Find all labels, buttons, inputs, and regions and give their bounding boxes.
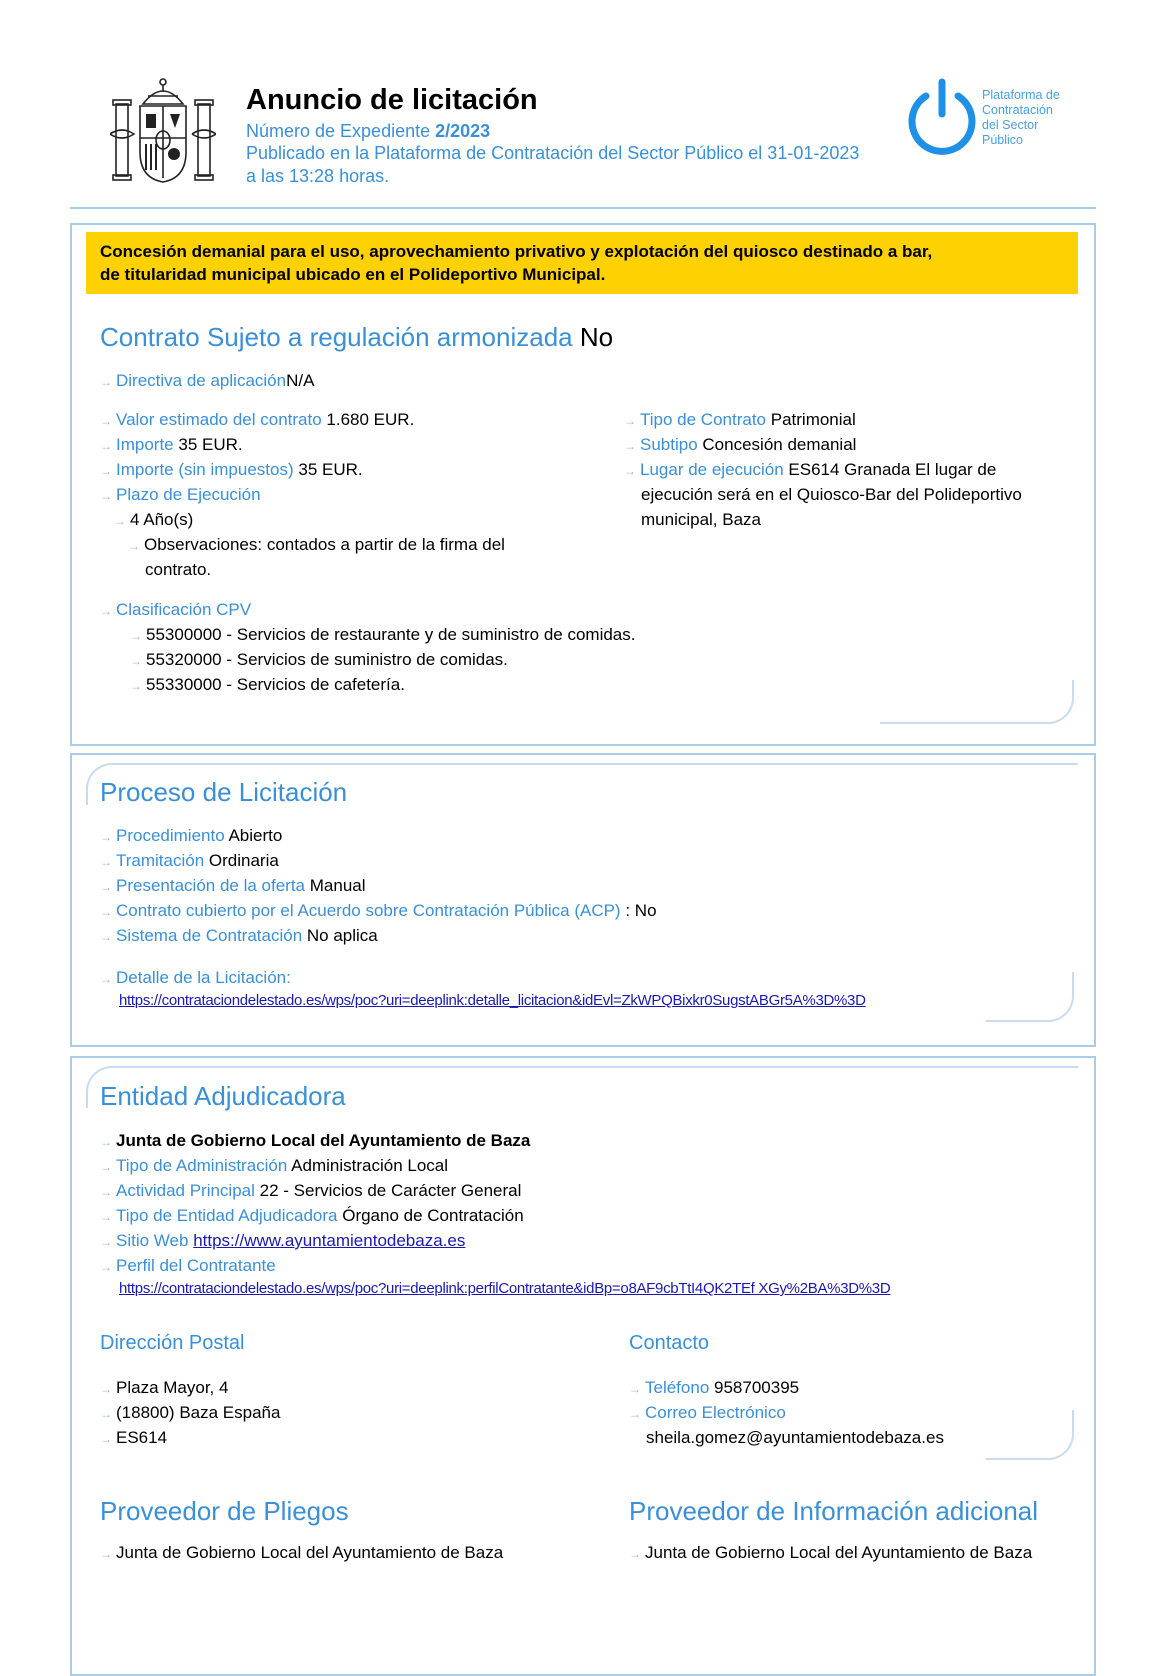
header-divider: [70, 207, 1096, 209]
arrow-icon: →: [100, 1185, 112, 1199]
armonizada-value: No: [579, 322, 614, 352]
correo-value[interactable]: sheila.gomez@ayuntamientodebaza.es: [646, 1428, 944, 1447]
published-line: Publicado en la Plataforma de Contratación del Sector Público el 31-01-2023: [246, 143, 860, 163]
arrow-icon: →: [100, 1432, 112, 1446]
arrow-icon: →: [629, 1382, 641, 1396]
section-curve: [986, 1410, 1074, 1460]
platform-logo-line: Público: [982, 133, 1023, 147]
arrow-icon: →: [100, 1260, 112, 1274]
page-title: Anuncio de licitación: [246, 84, 538, 116]
pliegos-value-row: → Junta de Gobierno Local del Ayuntamiento de Baza: [100, 1543, 504, 1562]
published-time: a las 13:28 horas.: [246, 166, 390, 186]
title-banner: [86, 232, 1078, 294]
plazo-row: → Plazo de Ejecución: [100, 485, 261, 504]
sitio-web-row: → Sitio Web https://www.ayuntamientodebaza.es: [100, 1231, 466, 1250]
presentacion-row: → Presentación de la oferta Manual: [100, 876, 366, 895]
list-item: → Plaza Mayor, 4: [100, 1378, 229, 1397]
lugar-row: → Lugar de ejecución ES614 Granada El lugar de: [624, 460, 997, 479]
title-banner-line: de titularidad municipal ubicado en el Polideportivo Municipal.: [100, 265, 606, 284]
arrow-icon: →: [100, 830, 112, 844]
arrow-icon: →: [100, 414, 112, 428]
arrow-icon: →: [100, 604, 112, 618]
arrow-icon: →: [100, 1407, 112, 1421]
section-curve: [986, 972, 1074, 1022]
arrow-icon: →: [624, 464, 636, 478]
detalle-link[interactable]: https://contrataciondelestado.es/wps/poc?uri=deeplink:detalle_licitacion&idEvl=ZkWPQBixkr0SugstABGr5A%3D%3D: [119, 992, 866, 1009]
armonizada-heading: Contrato Sujeto a regulación armonizada No: [100, 322, 614, 352]
entidad-name-row: → Junta de Gobierno Local del Ayuntamiento de Baza: [100, 1131, 531, 1150]
arrow-icon: →: [100, 1210, 112, 1224]
procedimiento-row: → Procedimiento Abierto: [100, 826, 283, 845]
importe-sin-row: → Importe (sin impuestos) 35 EUR.: [100, 460, 363, 479]
arrow-icon: →: [100, 439, 112, 453]
detalle-row: → Detalle de la Licitación:: [100, 968, 291, 987]
valor-row: → Valor estimado del contrato 1.680 EUR.: [100, 410, 415, 429]
acp-row: → Contrato cubierto por el Acuerdo sobre Contratación Pública (ACP) : No: [100, 901, 657, 920]
arrow-icon: →: [100, 880, 112, 894]
pliegos-heading: Proveedor de Pliegos: [100, 1496, 349, 1526]
arrow-icon: →: [624, 414, 636, 428]
arrow-icon: →: [130, 629, 142, 643]
info-adicional-heading: Proveedor de Información adicional: [629, 1496, 1039, 1526]
arrow-icon: →: [100, 464, 112, 478]
expediente-line: [246, 121, 490, 142]
platform-logo-line: Contratación: [982, 103, 1053, 117]
arrow-icon: →: [100, 855, 112, 869]
lugar-row-cont: ejecución será en el Quiosco-Bar del Polideportivo: [641, 485, 1022, 504]
observaciones-row-cont: contrato.: [145, 560, 212, 579]
arrow-icon: →: [629, 1407, 641, 1421]
perfil-link[interactable]: https://contrataciondelestado.es/wps/poc?uri=deeplink:perfilContratante&idBp=o8AF9cbTtI4QK2TEf XGy%2BA%3D%3D: [119, 1280, 891, 1297]
lugar-row-cont: municipal, Baza: [641, 510, 762, 529]
arrow-icon: →: [100, 972, 112, 986]
list-item: → 55320000 - Servicios de suministro de comidas.: [130, 650, 508, 669]
platform-logo-line: Plataforma de: [982, 88, 1060, 102]
arrow-icon: →: [624, 439, 636, 453]
power-icon: [902, 78, 982, 160]
plazo-value-row: → 4 Año(s): [114, 510, 194, 529]
arrow-icon: →: [130, 654, 142, 668]
arrow-icon: →: [100, 489, 112, 503]
entidad-heading: Entidad Adjudicadora: [100, 1081, 346, 1111]
tipo-row: → Tipo de Contrato Patrimonial: [624, 410, 856, 429]
expediente-value: 2/2023: [435, 121, 491, 141]
cpv-row: → Clasificación CPV: [100, 600, 252, 619]
arrow-icon: →: [629, 1547, 641, 1561]
direccion-heading: Dirección Postal: [100, 1332, 245, 1354]
arrow-icon: →: [114, 514, 126, 528]
actividad-row: → Actividad Principal 22 - Servicios de Carácter General: [100, 1181, 522, 1200]
proceso-heading: Proceso de Licitación: [100, 777, 348, 807]
list-item: → (18800) Baza España: [100, 1403, 281, 1422]
title-banner-line: Concesión demanial para el uso, aprovechamiento privativo y explotación del quiosco destinado a bar,: [100, 242, 933, 261]
correo-row: → Correo Electrónico: [629, 1403, 786, 1422]
perfil-row: → Perfil del Contratante: [100, 1256, 276, 1275]
importe-row: → Importe 35 EUR.: [100, 435, 243, 454]
list-item: → 55300000 - Servicios de restaurante y de suministro de comidas.: [130, 625, 636, 644]
arrow-icon: →: [100, 930, 112, 944]
tramitacion-row: → Tramitación Ordinaria: [100, 851, 279, 870]
info-adicional-value-row: → Junta de Gobierno Local del Ayuntamiento de Baza: [629, 1543, 1033, 1562]
platform-logo: [902, 78, 1072, 160]
coat-of-arms-icon: [110, 74, 216, 186]
sitio-web-link[interactable]: https://www.ayuntamientodebaza.es: [193, 1231, 466, 1250]
directiva-row: → Directiva de aplicaciónN/A: [100, 371, 315, 390]
tipo-admin-row: → Tipo de Administración Administración Local: [100, 1156, 449, 1175]
arrow-icon: →: [100, 905, 112, 919]
observaciones-row: → Observaciones: contados a partir de la firma del: [128, 535, 505, 554]
arrow-icon: →: [100, 1160, 112, 1174]
list-item: → 55330000 - Servicios de cafetería.: [130, 675, 405, 694]
expediente-label: Número de Expediente: [246, 121, 431, 141]
arrow-icon: →: [100, 1235, 112, 1249]
sistema-row: → Sistema de Contratación No aplica: [100, 926, 378, 945]
arrow-icon: →: [100, 375, 112, 389]
platform-logo-line: del Sector: [982, 118, 1039, 132]
tipo-entidad-row: → Tipo de Entidad Adjudicadora Órgano de Contratación: [100, 1206, 524, 1225]
arrow-icon: →: [128, 539, 140, 553]
arrow-icon: →: [100, 1547, 112, 1561]
arrow-icon: →: [100, 1382, 112, 1396]
arrow-icon: →: [130, 679, 142, 693]
list-item: → ES614: [100, 1428, 168, 1447]
arrow-icon: →: [100, 1135, 112, 1149]
telefono-row: → Teléfono 958700395: [629, 1378, 800, 1397]
section-curve: [880, 680, 1074, 724]
contacto-heading: Contacto: [629, 1332, 710, 1354]
subtipo-row: → Subtipo Concesión demanial: [624, 435, 857, 454]
